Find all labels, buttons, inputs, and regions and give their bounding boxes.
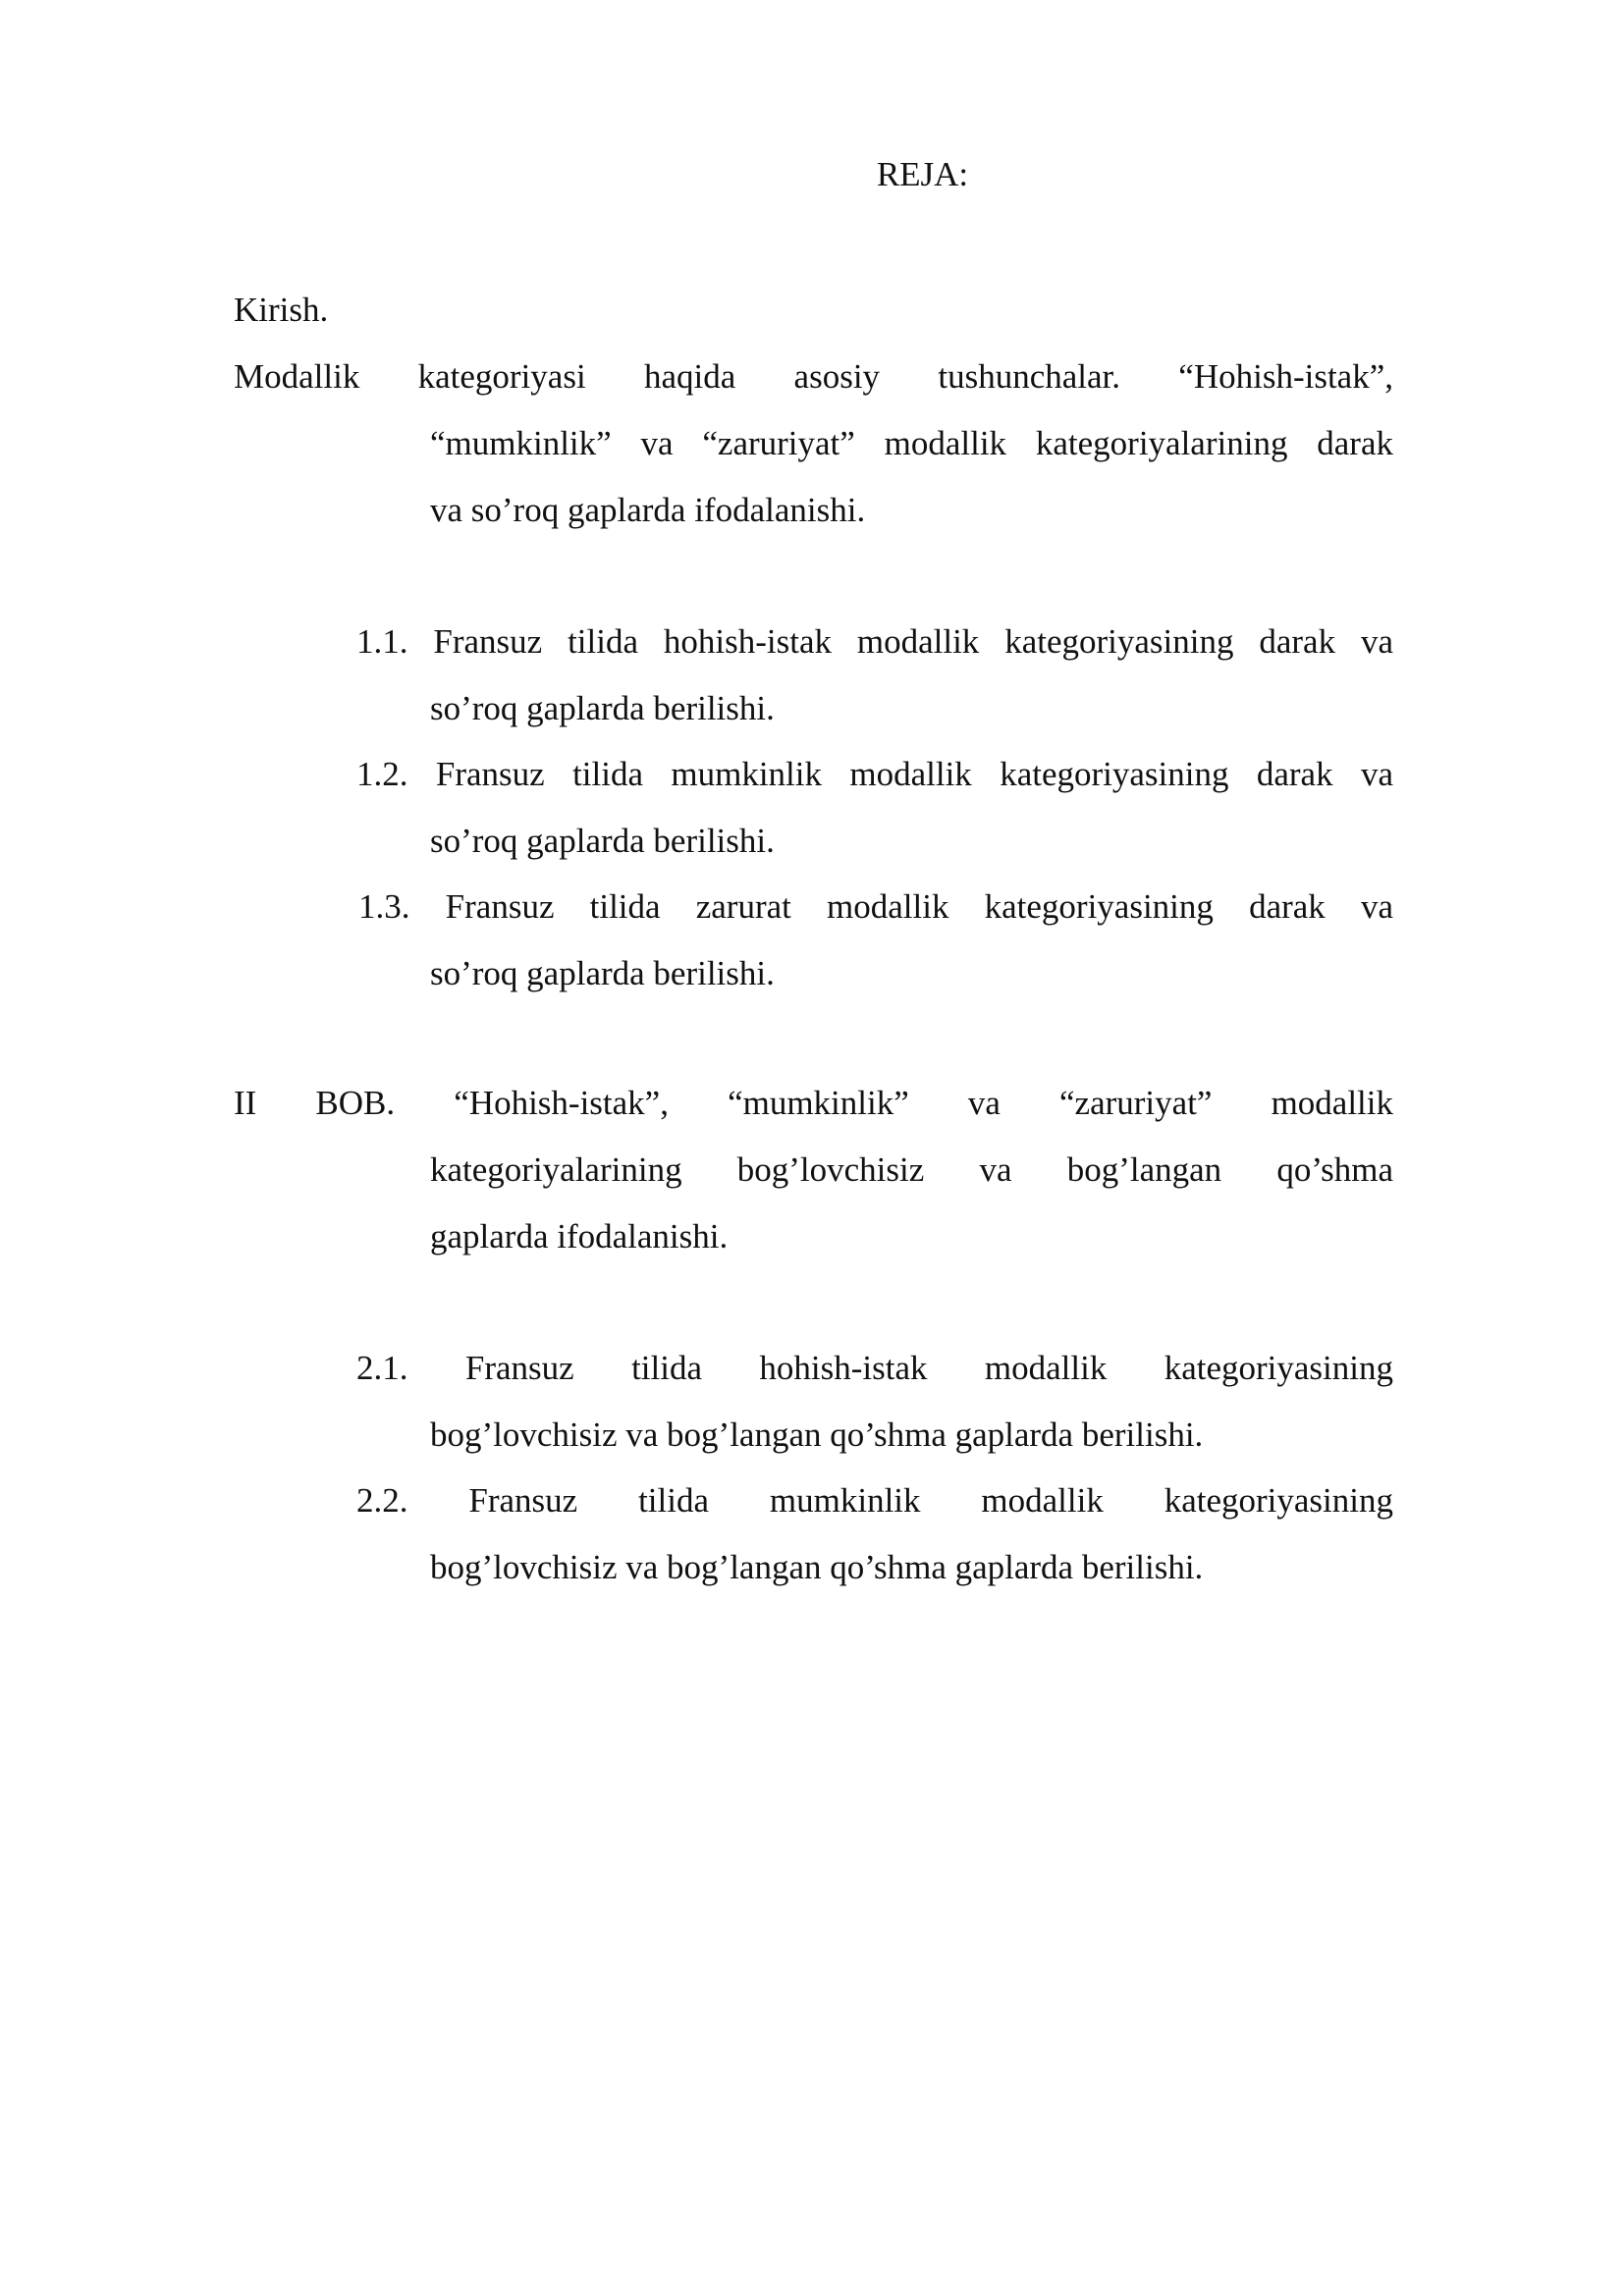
page-title: REJA: <box>876 155 969 193</box>
section-1-3-line2: so’roq gaplarda berilishi. <box>430 954 775 992</box>
chapter1-line3: va so’roq gaplarda ifodalanishi. <box>430 491 866 529</box>
chapter1-line2: “mumkinlik” va “zaruriyat” modallik kategoriyalarining darak <box>430 424 1393 462</box>
section-1-2-line1: 1.2. Fransuz tilida mumkinlik modallik kategoriyasining darak va <box>356 755 1393 793</box>
section-1-3-line1: 1.3. Fransuz tilida zarurat modallik kategoriyasining darak va <box>358 887 1393 926</box>
chapter2-line1: II BOB. “Hohish-istak”, “mumkinlik” va “zaruriyat” modallik <box>234 1084 1393 1122</box>
section-2-2-line1: 2.2. Fransuz tilida mumkinlik modallik kategoriyasining <box>356 1481 1393 1520</box>
intro-line: Kirish. <box>234 291 329 329</box>
section-1-1-line2: so’roq gaplarda berilishi. <box>430 689 775 727</box>
chapter2-line2: kategoriyalarining bog’lovchisiz va bog’langan qo’shma <box>430 1150 1393 1189</box>
section-1-1-line1: 1.1. Fransuz tilida hohish-istak modallik kategoriyasining darak va <box>356 622 1393 661</box>
chapter2-line3: gaplarda ifodalanishi. <box>430 1217 729 1255</box>
section-2-1-line1: 2.1. Fransuz tilida hohish-istak modallik kategoriyasining <box>356 1349 1393 1387</box>
section-2-1-line2: bog’lovchisiz va bog’langan qo’shma gaplarda berilishi. <box>430 1415 1204 1454</box>
chapter1-line1: Modallik kategoriyasi haqida asosiy tushunchalar. “Hohish-istak”, <box>234 357 1393 396</box>
section-1-2-line2: so’roq gaplarda berilishi. <box>430 822 775 860</box>
section-2-2-line2: bog’lovchisiz va bog’langan qo’shma gaplarda berilishi. <box>430 1548 1204 1586</box>
